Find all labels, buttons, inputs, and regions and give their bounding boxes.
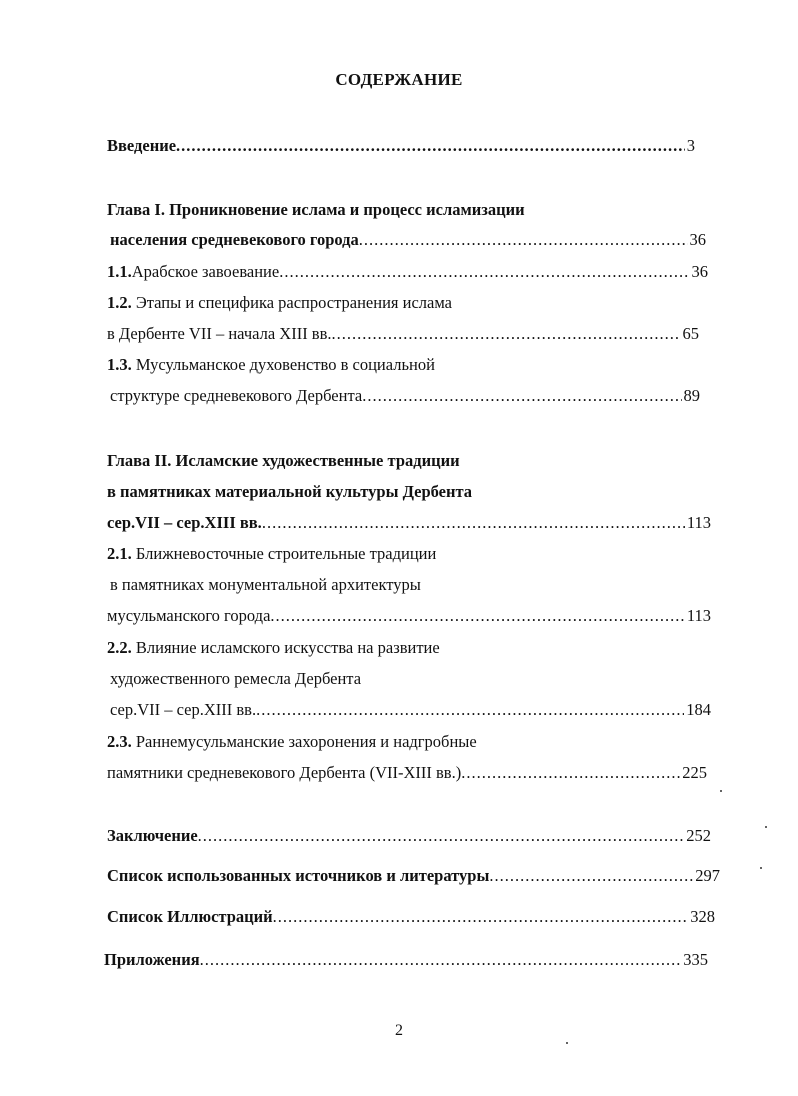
page-title: СОДЕРЖАНИЕ — [335, 70, 463, 89]
toc-label: мусульманского города — [107, 606, 271, 625]
toc-label: памятники средневекового Дербента (VII-XIII вв.) — [107, 763, 462, 782]
toc-page-number: 3 — [686, 136, 695, 155]
page-number: 2 — [395, 1022, 403, 1039]
toc-leader-dots — [489, 866, 693, 886]
toc-page-number: 65 — [682, 324, 699, 343]
toc-leader-dots — [198, 826, 685, 846]
toc-entry-chapter1 — [110, 230, 706, 250]
toc-entry-1-3 — [110, 386, 700, 406]
toc-page-number: 328 — [690, 907, 715, 926]
toc-page-number: 89 — [683, 386, 700, 405]
toc-entry-1-2 — [107, 324, 699, 344]
toc-label: Список Иллюстраций — [107, 907, 273, 926]
chapter1-heading-line1: Глава I. Проникновение ислама и процесс исламизации — [107, 200, 525, 219]
toc-entry-intro — [107, 136, 695, 156]
section-number: 1.3. — [107, 355, 132, 374]
toc-entry-2-1 — [107, 606, 711, 626]
toc-label: Раннемусульманские захоронения и надгробные — [131, 732, 477, 751]
section-number: 2.1. — [107, 544, 132, 563]
toc-label: Список использованных источников и литературы — [107, 866, 490, 885]
toc-entry-conclusion — [107, 826, 711, 846]
toc-label: Заключение — [107, 826, 198, 845]
toc-page-number: 297 — [695, 866, 720, 885]
section-number: 2.2. — [107, 638, 132, 657]
toc-leader-dots — [279, 262, 689, 282]
toc-page-number: 113 — [686, 513, 711, 532]
toc-label: Влияние исламского искусства на развитие — [131, 638, 440, 657]
toc-leader-dots — [200, 950, 682, 970]
scan-speck — [720, 790, 722, 792]
toc-leader-dots — [362, 386, 681, 406]
chapter2-heading-line2: в памятниках материальной культуры Дербента — [107, 482, 473, 501]
scan-speck — [765, 826, 767, 828]
toc-label: сер.VII – сер.XIII вв. — [110, 700, 257, 719]
toc-entry-1-3-line1 — [107, 355, 435, 375]
toc-label: структуре средневекового Дербента — [110, 386, 363, 405]
toc-entry-2-3 — [107, 763, 707, 783]
toc-label: Арабское завоевание — [131, 262, 280, 281]
toc-leader-dots — [256, 700, 684, 720]
toc-entry-1-1 — [107, 262, 708, 282]
chapter2-heading-line3: сер.VII – сер.XIII вв. — [107, 513, 262, 532]
section-number: 1.2. — [107, 293, 132, 312]
toc-leader-dots — [262, 513, 685, 533]
toc-leader-dots — [359, 230, 688, 250]
toc-entry-sources — [107, 866, 720, 886]
toc-entry-2-1-line2: в памятниках монументальной архитектуры — [110, 575, 421, 594]
scan-speck — [566, 1042, 568, 1044]
toc-entry-2-3-line1 — [107, 732, 477, 752]
toc-entry-appendix — [104, 950, 708, 970]
toc-page-number: 335 — [683, 950, 708, 969]
toc-entry-illustrations — [107, 907, 715, 927]
section-number: 1.1. — [107, 262, 132, 281]
toc-leader-dots — [332, 324, 681, 344]
toc-leader-dots — [270, 606, 684, 626]
toc-page-number: 36 — [691, 262, 708, 281]
toc-label: Приложения — [104, 950, 200, 969]
section-number: 2.3. — [107, 732, 132, 751]
toc-entry-2-2 — [110, 700, 711, 720]
toc-page-number: 252 — [686, 826, 711, 845]
scan-speck — [760, 867, 762, 869]
toc-entry-1-2-line1 — [107, 293, 452, 313]
toc-leader-dots — [461, 763, 680, 783]
toc-entry-2-2-line1 — [107, 638, 440, 658]
chapter1-heading-line2: населения средневекового города — [110, 230, 359, 249]
toc-label: Введение — [107, 136, 177, 155]
toc-page-number: 113 — [686, 606, 711, 625]
toc-page-number: 184 — [686, 700, 711, 719]
toc-entry-2-1-line1 — [107, 544, 436, 564]
toc-entry-2-2-line2: художественного ремесла Дербента — [110, 669, 362, 688]
toc-label: в Дербенте VII – начала XIII вв. — [107, 324, 332, 343]
toc-leader-dots — [176, 136, 685, 156]
toc-page-number: 225 — [682, 763, 707, 782]
toc-label: Ближневосточные строительные традиции — [131, 544, 437, 563]
toc-label: Этапы и специфика распространения ислама — [131, 293, 452, 312]
toc-page-number: 36 — [689, 230, 706, 249]
toc-label: Мусульманское духовенство в социальной — [131, 355, 435, 374]
toc-entry-chapter2 — [107, 513, 711, 533]
toc-leader-dots — [273, 907, 689, 927]
chapter2-heading-line1: Глава II. Исламские художественные традиции — [107, 451, 460, 470]
